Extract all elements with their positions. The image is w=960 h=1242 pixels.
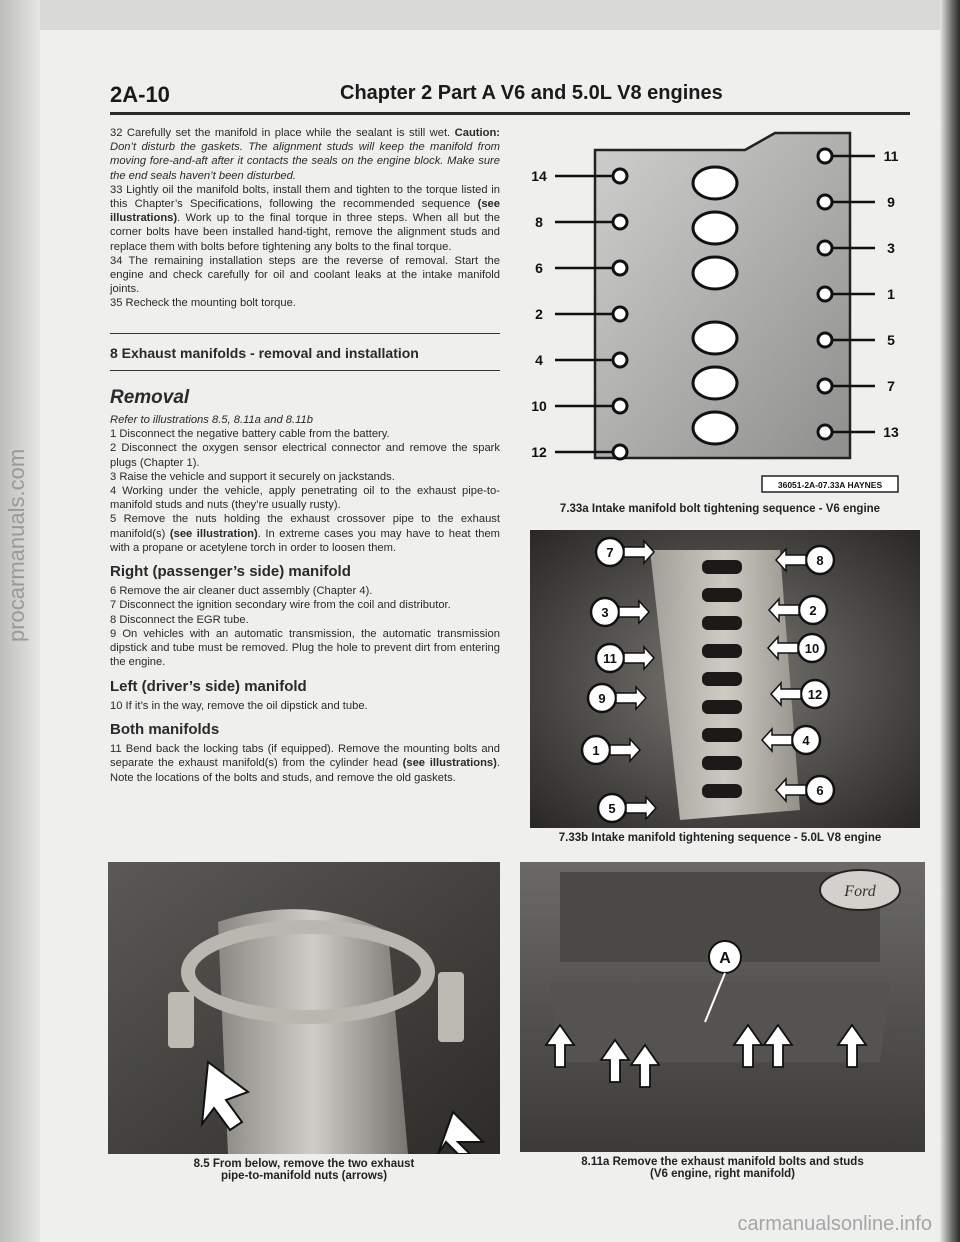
section-title: 8 Exhaust manifolds - removal and installation [110, 344, 419, 361]
bolt-label-left: 2 [535, 306, 543, 322]
step-1: 1 Disconnect the negative battery cable from the battery. [110, 428, 390, 441]
chapter-title: Chapter 2 Part A V6 and 5.0L V8 engines [340, 82, 723, 104]
sequence-callout-number: 12 [807, 687, 823, 702]
fig-85-svg [108, 862, 500, 1154]
stud-right [438, 972, 464, 1042]
bolt-hole [613, 169, 627, 183]
page-number: 2A-10 [110, 82, 170, 107]
fig-733b-photo [530, 530, 920, 828]
sequence-callout-number: 9 [598, 691, 606, 706]
paragraph-33: 33 Lightly oil the manifold bolts, install them and tighten to the torque listed in this Chapter’s Specifications, following the recommended sequence (see illustrations). Work up to the final torque in three steps. When all but the corner bolts have been installed hand-tight, remove the alignment studs and replace them with bolts before tightening any bolts to the final torque. [110, 183, 500, 253]
runner-port [702, 616, 742, 630]
intake-port [693, 167, 737, 199]
bolt-hole [818, 241, 832, 255]
bolt-hole [818, 149, 832, 163]
sequence-callout-number: 3 [601, 605, 609, 620]
bolt-label-left: 12 [531, 444, 547, 460]
sequence-callout-number: 4 [802, 733, 810, 748]
step-3: 3 Raise the vehicle and support it securely on jackstands. [110, 470, 395, 483]
sequence-callout-number: 10 [804, 641, 820, 656]
fig-85-photo [108, 862, 500, 1154]
fig-811a-photo [520, 862, 925, 1152]
runner-port [702, 588, 742, 602]
bolt-hole [613, 445, 627, 459]
bolt-hole [818, 287, 832, 301]
bolt-label-left: 8 [535, 214, 543, 230]
intake-port [693, 322, 737, 354]
step-11: 11 Bend back the locking tabs (if equipped). Remove the mounting bolts and separate the exhaust manifold(s) from the cylinder head (see illustrations). Note the locations of the bolts and studs, and remove the old gaskets. [110, 743, 500, 784]
runner-port [702, 728, 742, 742]
illustration-ref: (see illustrations) [110, 198, 500, 225]
ford-logo: Ford [844, 883, 876, 900]
bolt-label-right: 11 [883, 148, 899, 164]
fig-733b-caption: 7.33b Intake manifold tightening sequence - 5.0L V8 engine [558, 832, 882, 844]
fig-811a-caption: 8.11a Remove the exhaust manifold bolts and studs (V6 engine, right manifold) [581, 1156, 864, 1180]
sequence-callout-number: 2 [809, 603, 817, 618]
intake-port [693, 257, 737, 289]
right-manifold-heading: Right (passenger’s side) manifold [110, 563, 351, 581]
sequence-callout-number: 7 [606, 545, 614, 560]
fig-733b-svg [530, 530, 920, 828]
page-binding-edge [940, 0, 960, 1242]
sequence-callout-number: 5 [608, 801, 616, 816]
side-watermark: procarmanuals.com [4, 448, 29, 642]
bolt-hole [818, 333, 832, 347]
bolt-label-left: 6 [535, 260, 543, 276]
fig-811a-svg [520, 862, 925, 1152]
intake-port [693, 212, 737, 244]
bolt-hole [613, 215, 627, 229]
intake-port [693, 412, 737, 444]
fig-85-caption: 8.5 From below, remove the two exhaust pipe-to-manifold nuts (arrows) [193, 1158, 415, 1182]
bolt-label-right: 3 [887, 240, 895, 256]
bolt-hole [613, 261, 627, 275]
runner-port [702, 784, 742, 798]
haynes-code: 36051-2A-07.33A HAYNES [777, 480, 883, 490]
intake-port [693, 367, 737, 399]
removal-heading: Removal [110, 386, 190, 408]
bolt-hole [613, 399, 627, 413]
step-7: 7 Disconnect the ignition secondary wire from the coil and distributor. [110, 599, 451, 612]
left-manifold-heading: Left (driver’s side) manifold [110, 677, 307, 695]
caution-label: Caution: [454, 127, 501, 139]
bolt-label-left: 10 [531, 398, 547, 414]
runner-port [702, 756, 742, 770]
bolt-hole [818, 195, 832, 209]
exhaust-manifold [550, 982, 890, 1062]
both-manifolds-heading: Both manifolds [110, 720, 220, 738]
page-header [110, 82, 910, 112]
left-text-column [110, 126, 500, 785]
step-2: 2 Disconnect the oxygen sensor electrical connector and remove the spark plugs (Chapter 1). [110, 442, 500, 469]
fig-733a-caption: 7.33a Intake manifold bolt tightening sequence - V6 engine [559, 503, 881, 515]
sequence-callout-number: 8 [816, 553, 824, 568]
step-8: 8 Disconnect the EGR tube. [110, 613, 249, 626]
paragraph-32: 32 Carefully set the manifold in place while the sealant is still wet. Caution: Don’t disturb the gaskets. The alignment studs will keep the manifold from moving fore-and-aft after it contacts the seals on the engine block. Make sure the end seals haven’t been disturbed. [110, 127, 501, 182]
runner-port [702, 560, 742, 574]
paragraph-35: 35 Recheck the mounting bolt torque. [110, 297, 296, 310]
step-5: 5 Remove the nuts holding the exhaust crossover pipe to the exhaust manifold(s) (see illustration). In extreme cases you may have to heat them with a propane or acetylene torch in order to loosen them. [110, 513, 500, 554]
runner-port [702, 700, 742, 714]
bolt-label-left: 4 [535, 352, 543, 368]
bolt-hole [613, 307, 627, 321]
section-rule-bottom [110, 370, 500, 371]
paragraph-34: 34 The remaining installation steps are the reverse of removal. Start the engine and check carefully for oil and coolant leaks at the intake manifold joints. [110, 254, 500, 296]
step-10: 10 If it’s in the way, remove the oil dipstick and tube. [110, 699, 368, 712]
bolt-label-right: 13 [883, 424, 899, 440]
bolt-label-right: 7 [887, 378, 895, 394]
bolt-hole [818, 379, 832, 393]
step-4: 4 Working under the vehicle, apply penetrating oil to the exhaust pipe-to-manifold studs and nuts (they’re usually rusty). [110, 485, 500, 512]
removal-ref: Refer to illustrations 8.5, 8.11a and 8.11b [110, 414, 313, 427]
fig-733a-diagram [525, 128, 910, 498]
stud-left [168, 992, 194, 1048]
bolt-label-right: 9 [887, 194, 895, 210]
bolt-hole [818, 425, 832, 439]
step-9: 9 On vehicles with an automatic transmission, the automatic transmission dipstick and tube must be removed. Plug the hole to prevent dirt from entering the engine. [110, 627, 500, 669]
exhaust-pipe [218, 909, 408, 1154]
bolt-label-left: 14 [531, 168, 547, 184]
callout-A: A [719, 950, 731, 967]
bolt-label-right: 1 [887, 286, 895, 302]
sequence-callout-number: 1 [592, 743, 600, 758]
runner-port [702, 644, 742, 658]
step-6: 6 Remove the air cleaner duct assembly (Chapter 4). [110, 585, 373, 598]
bottom-watermark: carmanualsonline.info [737, 1213, 932, 1235]
bolt-label-right: 5 [887, 332, 895, 348]
sequence-callout-number: 11 [603, 651, 617, 666]
sequence-callout-number: 6 [816, 783, 824, 798]
header-rule [110, 112, 910, 115]
runner-port [702, 672, 742, 686]
bolt-hole [613, 353, 627, 367]
